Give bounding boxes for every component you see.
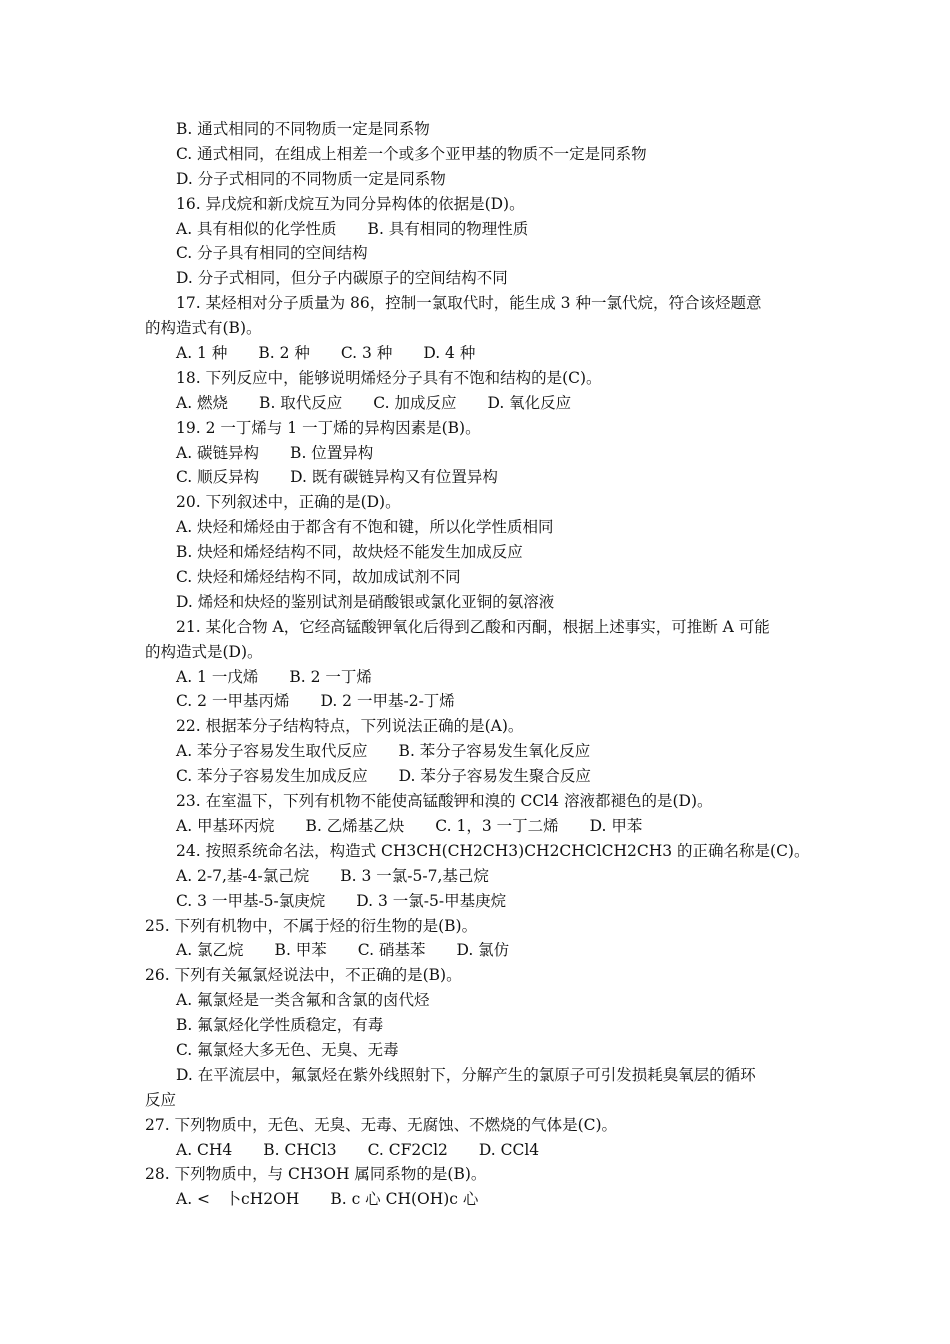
text-line: A. 1 种 B. 2 种 C. 3 种 D. 4 种 (176, 344, 476, 363)
text-line: 17. 某烃相对分子质量为 86，控制一氯取代时，能生成 3 种一氯代烷，符合该烃题意 (176, 294, 762, 313)
text-line: C. 顺反异构 D. 既有碳链异构又有位置异构 (176, 468, 498, 487)
text-line: 22. 根据苯分子结构特点，下列说法正确的是(A)。 (176, 717, 524, 736)
text-line: 28. 下列物质中，与 CH3OH 属同系物的是(B)。 (145, 1165, 487, 1184)
text-line: 反应 (145, 1090, 177, 1109)
text-line: A. 具有相似的化学性质 B. 具有相同的物理性质 (176, 219, 529, 238)
text-line: A. 苯分子容易发生取代反应 B. 苯分子容易发生氧化反应 (176, 742, 591, 761)
text-line: 23. 在室温下，下列有机物不能使高锰酸钾和溴的 CCl4 溶液都褪色的是(D)。 (176, 792, 713, 811)
text-line: B. 氟氯烃化学性质稳定，有毒 (176, 1016, 384, 1035)
text-line: B. 炔烃和烯烃结构不同，故炔烃不能发生加成反应 (176, 543, 523, 562)
text-line: A. CH4 B. CHCl3 C. CF2Cl2 D. CCl4 (176, 1140, 540, 1159)
text-line: A. 炔烃和烯烃由于都含有不饱和键，所以化学性质相同 (176, 518, 554, 537)
text-line: C. 通式相同，在组成上相差一个或多个亚甲基的物质不一定是同系物 (176, 144, 647, 163)
text-line: A. 2-7,基-4-氯己烷 B. 3 一氯-5-7,基己烷 (176, 866, 489, 885)
text-line: 24. 按照系统命名法，构造式 CH3CH(CH2CH3)CH2CHClCH2CH3 的正确名称是(C)。 (176, 841, 810, 860)
text-line: 的构造式有(B)。 (145, 319, 262, 338)
text-line: D. 烯烃和炔烃的鉴别试剂是硝酸银或氯化亚铜的氨溶液 (176, 592, 555, 611)
text-line: D. 在平流层中，氟氯烃在紫外线照射下，分解产生的氯原子可引发损耗臭氧层的循环 (176, 1065, 756, 1084)
text-line: C. 炔烃和烯烃结构不同，故加成试剂不同 (176, 568, 461, 587)
text-line: A. < 卜cH2OH B. c 心 CH(OH)c 心 (176, 1190, 479, 1209)
text-line: 20. 下列叙述中，正确的是(D)。 (176, 493, 401, 512)
text-line: 25. 下列有机物中，不属于烃的衍生物的是(B)。 (145, 916, 478, 935)
text-line: C. 苯分子容易发生加成反应 D. 苯分子容易发生聚合反应 (176, 767, 591, 786)
text-line: C. 分子具有相同的空间结构 (176, 244, 368, 263)
text-line: A. 甲基环丙烷 B. 乙烯基乙炔 C. 1，3 一丁二烯 D. 甲苯 (176, 816, 643, 835)
text-line: A. 氯乙烷 B. 甲苯 C. 硝基苯 D. 氯仿 (176, 941, 510, 960)
text-line: B. 通式相同的不同物质一定是同系物 (176, 120, 430, 138)
text-line: 18. 下列反应中，能够说明烯烃分子具有不饱和结构的是(C)。 (176, 368, 602, 387)
text-line: C. 氟氯烃大多无色、无臭、无毒 (176, 1040, 399, 1059)
text-line: 19. 2 一丁烯与 1 一丁烯的异构因素是(B)。 (176, 418, 481, 437)
text-line: 的构造式是(D)。 (145, 642, 263, 661)
text-line: C. 2 一甲基丙烯 D. 2 一甲基-2-丁烯 (176, 692, 455, 711)
text-line: 26. 下列有关氟氯烃说法中，不正确的是(B)。 (145, 966, 462, 985)
text-line: A. 1 一戊烯 B. 2 一丁烯 (176, 667, 372, 686)
text-line: 27. 下列物质中，无色、无臭、无毒、无腐蚀、不燃烧的气体是(C)。 (145, 1115, 618, 1134)
text-line: 16. 异戊烷和新戊烷互为同分异构体的依据是(D)。 (176, 194, 525, 213)
text-line: A. 燃烧 B. 取代反应 C. 加成反应 D. 氧化反应 (176, 393, 572, 412)
text-line: D. 分子式相同的不同物质一定是同系物 (176, 169, 446, 188)
text-line: C. 3 一甲基-5-氯庚烷 D. 3 一氯-5-甲基庚烷 (176, 891, 507, 910)
question-text-body (0, 117, 950, 1212)
text-line: D. 分子式相同，但分子内碳原子的空间结构不同 (176, 269, 508, 288)
text-line: A. 氟氯烃是一类含氟和含氯的卤代烃 (176, 991, 430, 1010)
text-line: A. 碳链异构 B. 位置异构 (176, 443, 374, 462)
text-line: 21. 某化合物 A，它经高锰酸钾氧化后得到乙酸和丙酮，根据上述事实，可推断 A 可能 (176, 617, 770, 636)
